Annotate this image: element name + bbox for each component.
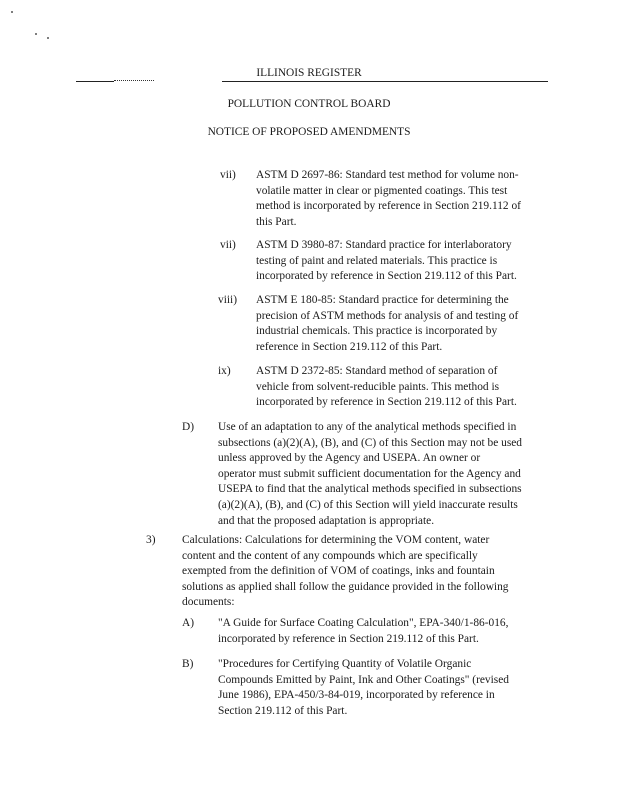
item-text-astm-d2697: ASTM D 2697-86: Standard test method for volume non- volatile matter in clear or pigmented coatings. This test method is incorporated by reference in Section 219.112 of this Part.	[256, 169, 521, 228]
item-label: 3)	[146, 534, 156, 546]
item-text-astm-d3980: ASTM D 3980-87: Standard practice for interlaboratory testing of paint and related materials. This practice is incorporated by reference in Section 219.112 of this Part.	[256, 239, 517, 283]
item-text-calculations: Calculations: Calculations for determining the VOM content, water content and the content of any compounds which are specifically exempted from the definition of VOM of coatings, inks and fountain solutions as applied shall follow the guidance provided in the following documents:	[182, 534, 509, 609]
item-label: vii)	[220, 169, 236, 181]
scan-speck	[35, 33, 37, 35]
item-label: vii)	[220, 239, 236, 251]
item-text-guide: "A Guide for Surface Coating Calculation", EPA-340/1-86-016, incorporated by reference in Section 219.112 of this Part.	[218, 617, 509, 645]
item-text-adaptation: Use of an adaptation to any of the analytical methods specified in subsections (a)(2)(A), (B), and (C) of this Section may not be used unless approved by the Agency and USEPA. An owner or operator must submit sufficient documentation for the Agency and USEPA to find that the analytical methods specified in subsections (a)(2)(A), (B), and (C) of this Section will yield inaccurate results and that the proposed adaptation is appropriate.	[218, 421, 522, 527]
item-label: B)	[182, 658, 194, 670]
item-label: A)	[182, 617, 195, 629]
agency-title: POLLUTION CONTROL BOARD	[227, 98, 391, 110]
item-label: ix)	[218, 365, 231, 377]
item-text-astm-e180: ASTM E 180-85: Standard practice for determining the precision of ASTM methods for analysis of and testing of industrial chemicals. This practice is incorporated by reference in Section 219.112 of this Part.	[256, 294, 519, 353]
item-label: viii)	[218, 294, 237, 306]
scan-speck	[47, 37, 49, 39]
item-text-procedures: "Procedures for Certifying Quantity of Volatile Organic Compounds Emitted by Paint, Ink and Other Coatings" (revised June 1986), EPA-450/3-84-019, incorporated by reference in Section 219.112 of this Part.	[218, 658, 509, 717]
item-text-astm-d2372: ASTM D 2372-85: Standard method of separation of vehicle from solvent-reducible paints. This method is incorporated by reference in Section 219.112 of this Part.	[256, 365, 517, 409]
register-title: ILLINOIS REGISTER	[256, 67, 362, 79]
scan-speck	[11, 11, 13, 13]
notice-title: NOTICE OF PROPOSED AMENDMENTS	[207, 126, 411, 138]
item-label: D)	[182, 421, 195, 433]
